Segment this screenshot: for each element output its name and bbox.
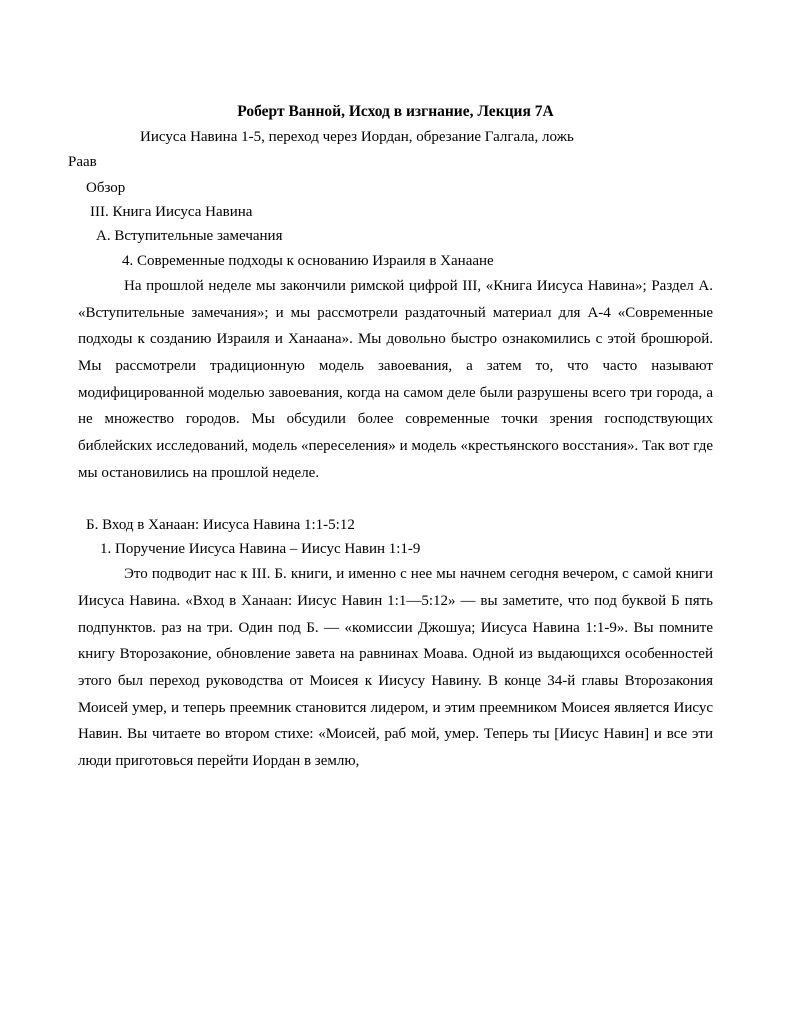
section-b-heading: Б. Вход в Ханаан: Иисуса Навина 1:1-5:12 — [86, 516, 355, 533]
document-subtitle: Иисуса Навина 1-5, переход через Иордан, обрезание Галгала, ложь — [140, 129, 574, 146]
page-title: Роберт Ванной, Исход в изгнание, Лекция 7А — [237, 103, 554, 120]
paragraph-2: Это подводит нас к III. Б. книги, и именно с нее мы начнем сегодня вечером, с самой книги Иисуса Навина. «Вход в Ханаан: Иисус Навин 1:1—5:12» — вы заметите, что под буквой Б пять подпунктов. раз на три. Один под Б. — «комиссии Джошуа; Иисуса Навина 1:1-9». Вы помните книгу Второзаконие, обновление завета на равнинах Моава. Одной из выдающихся особенностей этого был переход руководства от Моисея к Иисусу Навину. В конце 34-й главы Второзакония Моисей умер, и теперь преемник становится лидером, и этим преемником Моисея является Иисус Навин. Вы читаете во втором стихе: «Моисей, раб мой, умер. Теперь ты [Иисус Навин] и все эти люди приготовься перейти Иордан в землю, — [78, 566, 713, 769]
outline-roman-iii: III. Книга Иисуса Навина — [90, 204, 253, 221]
outline-letter-a: A. Вступительные замечания — [96, 228, 283, 245]
section-b-item-1: 1. Поручение Иисуса Навина – Иисус Навин 1:1-9 — [100, 540, 421, 557]
paragraph-spacer — [78, 487, 713, 513]
overview-label: Обзор — [86, 179, 126, 196]
paragraph-1: На прошлой неделе мы закончили римской цифрой III, «Книга Иисуса Навина»; Раздел А. «Вступительные замечания»; и мы рассмотрели раздаточный материал для А-4 «Современные подходы к созданию Израиля и Ханаана». Мы довольно быстро ознакомились с этой брошюрой. Мы рассмотрели традиционную модель завоевания, а затем то, что часто называют модифицированной моделью завоевания, когда на самом деле были разрушены всего три города, а не множество городов. Мы обсудили более современные точки зрения господствующих библейских исследований, модель «переселения» и модель «крестьянского восстания». Так вот где мы остановились на прошлой неделе. — [78, 278, 713, 481]
document-subtitle-continuation: Раав — [68, 153, 97, 170]
outline-item-4: 4. Современные подходы к основанию Израиля в Ханаане — [122, 252, 494, 269]
